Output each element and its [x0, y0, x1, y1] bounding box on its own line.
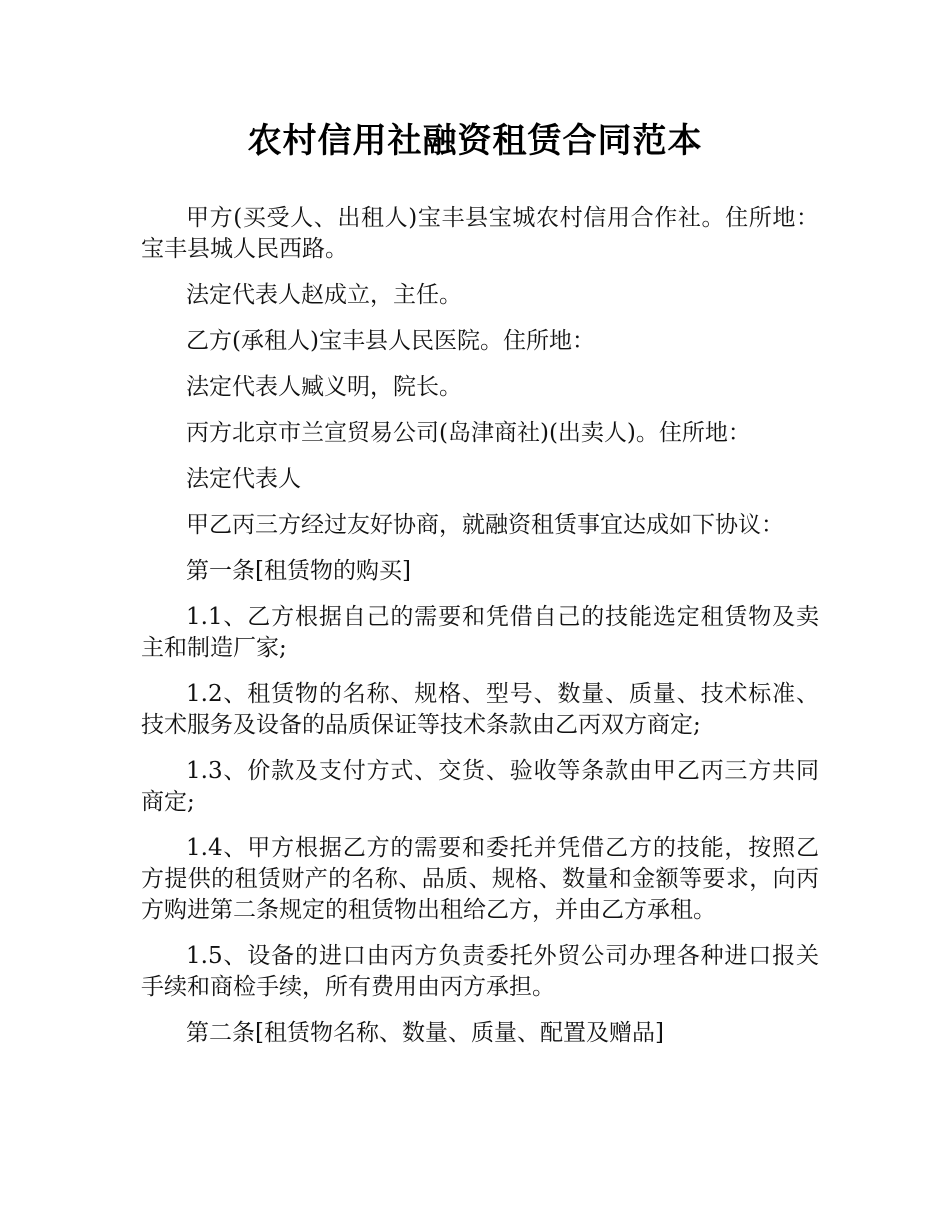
clause-1-5: 1.5、设备的进口由丙方负责委托外贸公司办理各种进口报关手续和商检手续，所有费用由丙方承担。	[141, 943, 819, 1000]
clause-1-4: 1.4、甲方根据乙方的需要和委托并凭借乙方的技能，按照乙方提供的租赁财产的名称、品质、规格、数量和金额等要求，向丙方购进第二条规定的租赁物出租给乙方，并由乙方承租。	[141, 835, 819, 923]
paragraph-agreement-intro: 甲乙丙三方经过友好协商，就融资租赁事宜达成如下协议：	[186, 512, 784, 538]
document-title: 农村信用社融资租赁合同范本	[247, 121, 703, 161]
document-body	[141, 203, 819, 1064]
clause-1-2: 1.2、租赁物的名称、规格、型号、数量、质量、技术标准、技术服务及设备的品质保证等技术条款由乙丙双方商定;	[141, 681, 819, 738]
paragraph-party-c: 丙方北京市兰宣贸易公司(岛津商社)(出卖人)。住所地：	[186, 420, 751, 446]
clause-1-1: 1.1、乙方根据自己的需要和凭借自己的技能选定租赁物及卖主和制造厂家;	[141, 604, 819, 661]
article-1-heading: 第一条[租赁物的购买]	[186, 558, 411, 584]
paragraph-party-a: 甲方(买受人、出租人)宝丰县宝城农村信用合作社。住所地：宝丰县城人民西路。	[141, 205, 819, 262]
paragraph-party-c-representative: 法定代表人	[186, 466, 301, 492]
clause-1-3: 1.3、价款及支付方式、交货、验收等条款由甲乙丙三方共同商定;	[141, 758, 819, 815]
paragraph-party-b: 乙方(承租人)宝丰县人民医院。住所地：	[186, 328, 595, 354]
paragraph-party-a-representative: 法定代表人赵成立，主任。	[186, 282, 462, 308]
article-2-heading: 第二条[租赁物名称、数量、质量、配置及赠品]	[186, 1020, 664, 1046]
paragraph-party-b-representative: 法定代表人臧义明，院长。	[186, 374, 462, 400]
